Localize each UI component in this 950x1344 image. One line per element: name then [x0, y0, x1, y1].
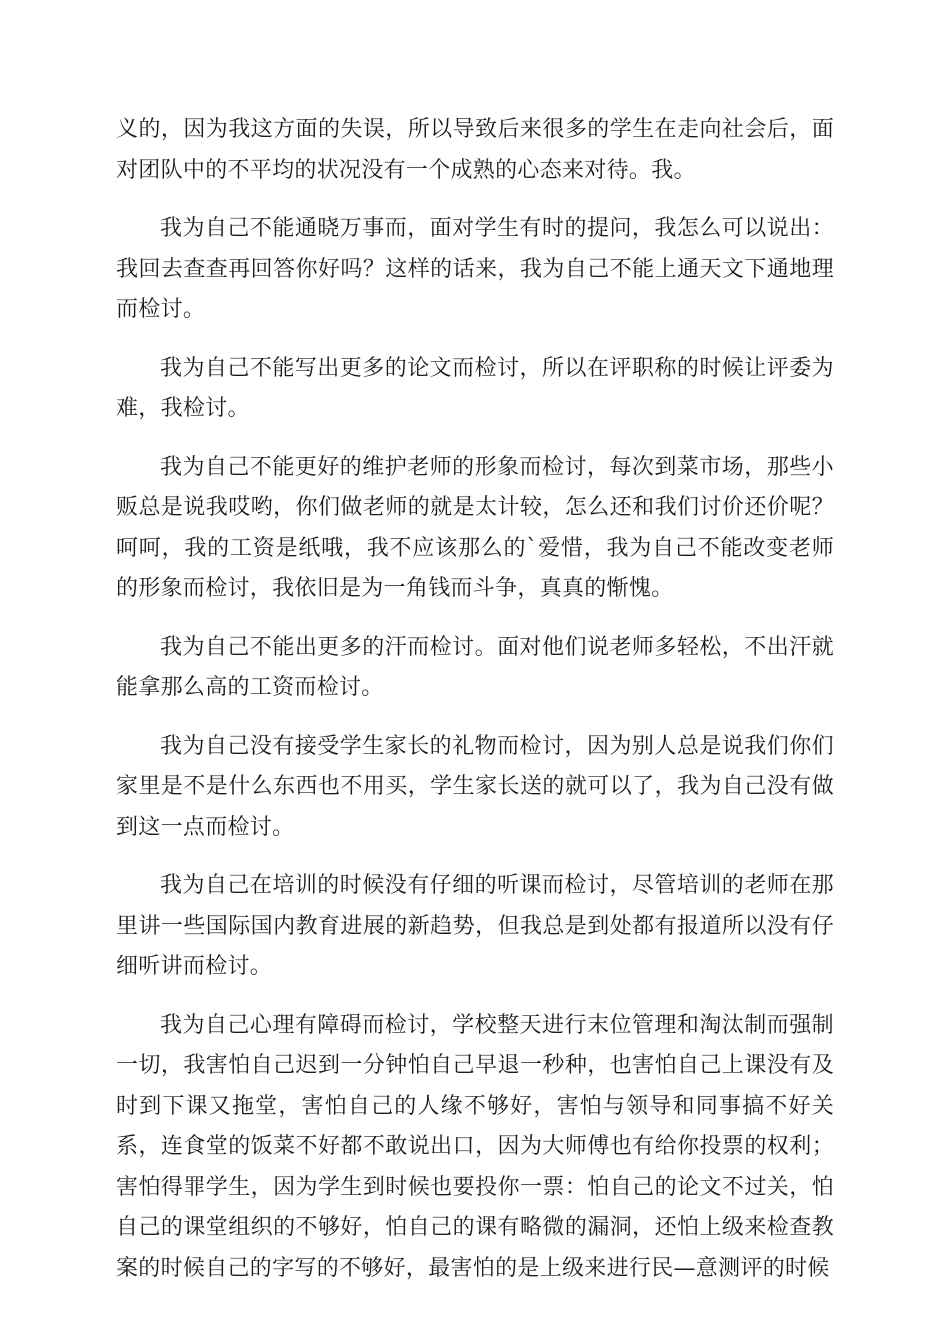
- paragraph-3: 我为自己不能写出更多的论文而检讨，所以在评职称的时候让评委为难，我检讨。: [116, 355, 834, 421]
- paragraph-5: 我为自己不能出更多的汗而检讨。面对他们说老师多轻松，不出汗就能拿那么高的工资而检讨。: [116, 634, 834, 700]
- paragraph-1: 义的，因为我这方面的失误，所以导致后来很多的学生在走向社会后，面对团队中的不平均的状况没有一个成熟的心态来对待。我。: [116, 117, 834, 183]
- paragraph-4: 我为自己不能更好的维护老师的形象而检讨，每次到菜市场，那些小贩总是说我哎哟，你们做老师的就是太计较，怎么还和我们讨价还价呢？呵呵，我的工资是纸哦，我不应该那么的`爱惜，我为自己不能改变老师的形象而检讨，我依旧是为一角钱而斗争，真真的惭愧。: [116, 454, 834, 601]
- paragraph-8: 我为自己心理有障碍而检讨，学校整天进行末位管理和淘汰制而强制一切，我害怕自己迟到一分钟怕自己早退一秒种，也害怕自己上课没有及时到下课又拖堂，害怕自己的人缘不够好，害怕与领导和同事搞不好关系，连食堂的饭菜不好都不敢说出口，因为大师傅也有给你投票的权利；害怕得罪学生，因为学生到时候也要投你一票：怕自己的论文不过关，怕自己的课堂组织的不够好，怕自己的课有略微的漏洞，还怕上级来检查教案的时候自己的字写的不够好，最害怕的是上级来进行民—意测评的时候: [116, 1012, 834, 1281]
- document-body: [116, 110, 834, 1307]
- paragraph-2: 我为自己不能通晓万事而，面对学生有时的提问，我怎么可以说出：我回去查查再回答你好吗？这样的话来，我为自己不能上通天文下通地理而检讨。: [116, 216, 834, 322]
- paragraph-6: 我为自己没有接受学生家长的礼物而检讨，因为别人总是说我们你们家里是不是什么东西也不用买，学生家长送的就可以了，我为自己没有做到这一点而检讨。: [116, 733, 834, 840]
- paragraph-7: 我为自己在培训的时候没有仔细的听课而检讨，尽管培训的老师在那里讲一些国际国内教育进展的新趋势，但我总是到处都有报道所以没有仔细听讲而检讨。: [116, 873, 834, 979]
